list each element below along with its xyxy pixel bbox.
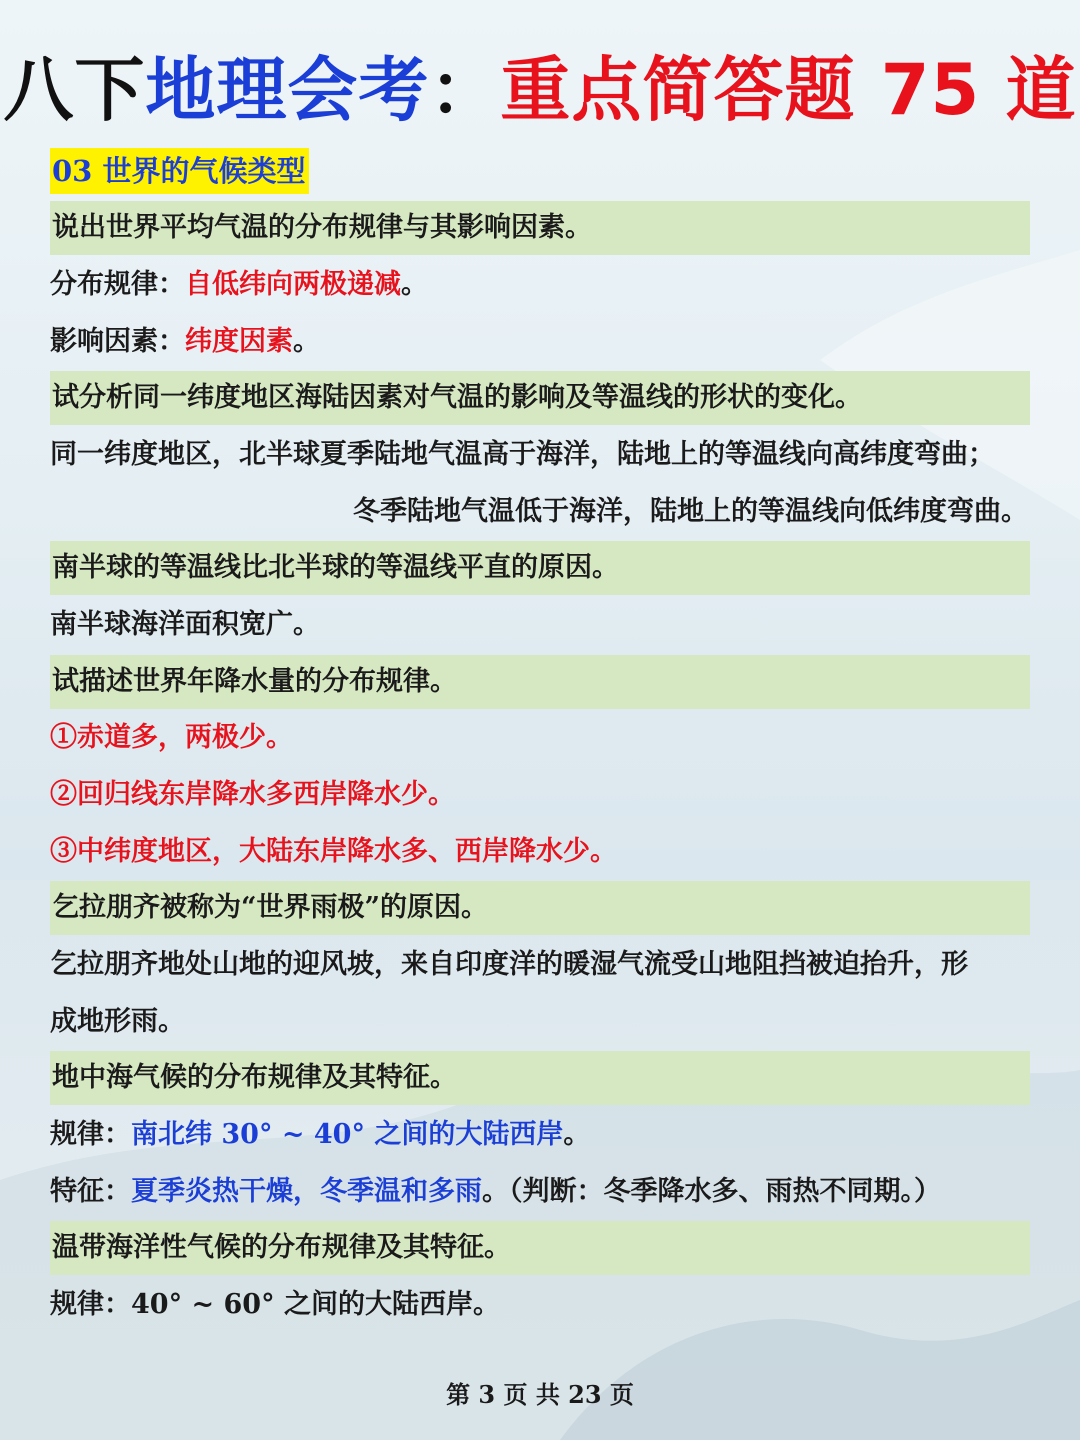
question-5: 乞拉朋齐被称为“世界雨极”的原因。	[50, 881, 1030, 935]
page-number: 第 3 页 共 23 页	[446, 1380, 634, 1409]
answer-label: 规律：	[50, 1119, 131, 1150]
answer-highlight: 自低纬向两极递减	[185, 269, 401, 300]
question-1: 说出世界平均气温的分布规律与其影响因素。	[50, 201, 1030, 255]
answer-3: 南半球海洋面积宽广。	[50, 609, 320, 640]
question-2: 试分析同一纬度地区海陆因素对气温的影响及等温线的形状的变化。	[50, 371, 1030, 425]
answer-suffix: 。	[293, 326, 320, 357]
answer-4-item-3: ③中纬度地区，大陆东岸降水多、西岸降水少。	[50, 836, 617, 867]
title-subject: 地理会考	[145, 49, 430, 131]
answer-highlight: 南北纬 30° ~ 40° 之间的大陆西岸	[131, 1119, 564, 1150]
question-6: 地中海气候的分布规律及其特征。	[50, 1051, 1030, 1105]
answer-7-rule: 规律：40° ~ 60° 之间的大陆西岸。	[50, 1289, 500, 1320]
answer-1-distribution	[50, 258, 1028, 312]
question-7: 温带海洋性气候的分布规律及其特征。	[50, 1221, 1030, 1275]
answer-6-feature	[50, 1165, 1028, 1219]
answer-2-line-2: 冬季陆地气温低于海洋，陆地上的等温线向低纬度弯曲。	[353, 496, 1028, 527]
answer-4-item-1: ①赤道多，两极少。	[50, 722, 293, 753]
answer-6-rule	[50, 1108, 1028, 1162]
answer-suffix: 。	[563, 1119, 591, 1150]
title-topic: 重点简答题 75 道	[500, 49, 1077, 131]
question-3: 南半球的等温线比北半球的等温线平直的原因。	[50, 541, 1030, 595]
title-colon: ：	[429, 49, 501, 131]
section-heading: 03 世界的气候类型	[50, 148, 309, 194]
answer-label: 特征：	[50, 1176, 131, 1207]
answer-label: 影响因素：	[50, 326, 185, 357]
answer-label: 分布规律：	[50, 269, 185, 300]
answer-4-item-2: ②回归线东岸降水多西岸降水少。	[50, 779, 455, 810]
answer-highlight: 夏季炎热干燥，冬季温和多雨	[131, 1176, 482, 1207]
answer-2-line-1: 同一纬度地区，北半球夏季陆地气温高于海洋，陆地上的等温线向高纬度弯曲；	[50, 439, 995, 470]
answer-suffix: 。（判断：冬季降水多、雨热不同期。）	[482, 1176, 941, 1207]
page-title	[0, 40, 1080, 140]
answer-1-factor	[50, 315, 1028, 369]
answer-5-line-2: 成地形雨。	[50, 1006, 185, 1037]
title-grade: 八下	[3, 49, 146, 131]
answer-suffix: 。	[401, 269, 428, 300]
answer-5-line-1: 乞拉朋齐地处山地的迎风坡，来自印度洋的暖湿气流受山地阻挡被迫抬升，形	[50, 949, 968, 980]
question-4: 试描述世界年降水量的分布规律。	[50, 655, 1030, 709]
answer-highlight: 纬度因素	[185, 326, 293, 357]
